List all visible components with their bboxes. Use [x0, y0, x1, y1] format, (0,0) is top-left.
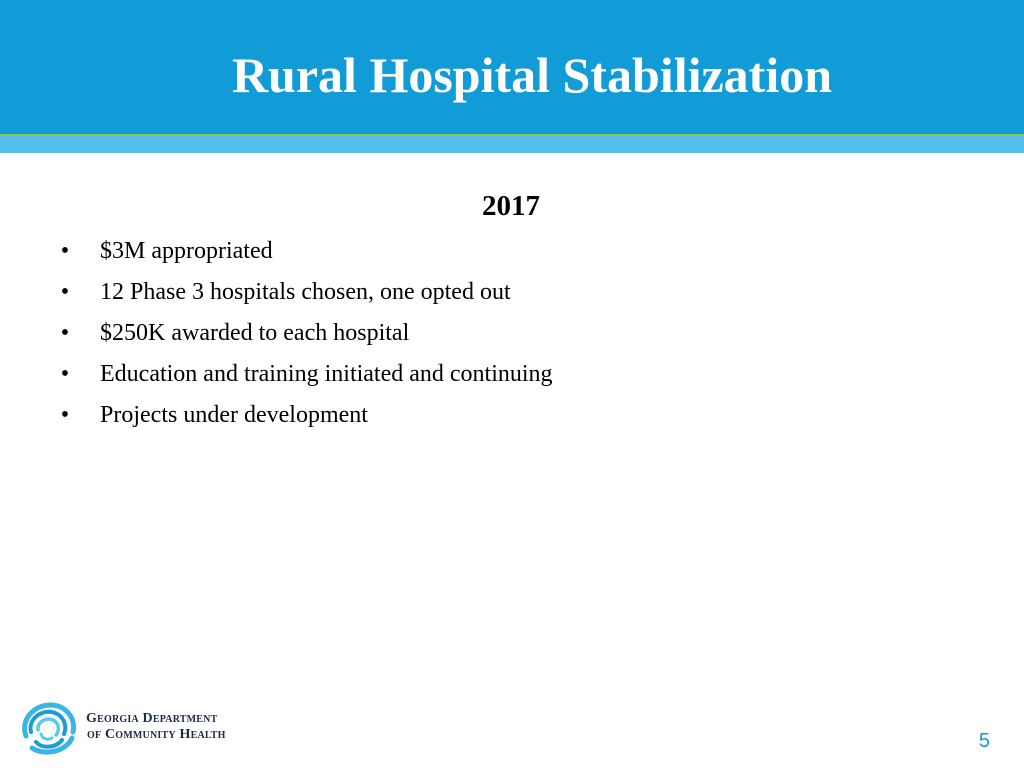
- bullet-glyph: •: [60, 238, 70, 264]
- organization-name-line1: Georgia Department: [86, 711, 218, 726]
- bullet-text: Education and training initiated and continuing: [100, 361, 553, 387]
- bullet-text: 12 Phase 3 hospitals chosen, one opted out: [100, 279, 511, 305]
- year-heading-text: 2017: [482, 190, 540, 222]
- bullet-item: [56, 396, 553, 437]
- page-number: 5: [978, 730, 990, 752]
- bullet-item: [56, 273, 553, 314]
- bullet-list: [56, 232, 553, 437]
- year-heading: [0, 188, 1024, 224]
- bullet-glyph: •: [60, 402, 70, 428]
- title-band: [0, 136, 1024, 153]
- organization-name-line2: of Community Health: [87, 727, 226, 742]
- bullet-item: [56, 314, 553, 355]
- organization-name: [86, 711, 226, 743]
- bullet-text: $3M appropriated: [100, 238, 273, 264]
- bullet-text: $250K awarded to each hospital: [100, 320, 410, 346]
- bullet-item: [56, 232, 553, 273]
- bullet-glyph: •: [60, 279, 70, 305]
- slide-title: Rural Hospital Stabilization: [231, 47, 833, 103]
- georgia-dch-logo-icon: [16, 696, 80, 760]
- bullet-item: [56, 355, 553, 396]
- bullet-text: Projects under development: [100, 402, 368, 428]
- bullet-glyph: •: [60, 320, 70, 346]
- bullet-glyph: •: [60, 361, 70, 387]
